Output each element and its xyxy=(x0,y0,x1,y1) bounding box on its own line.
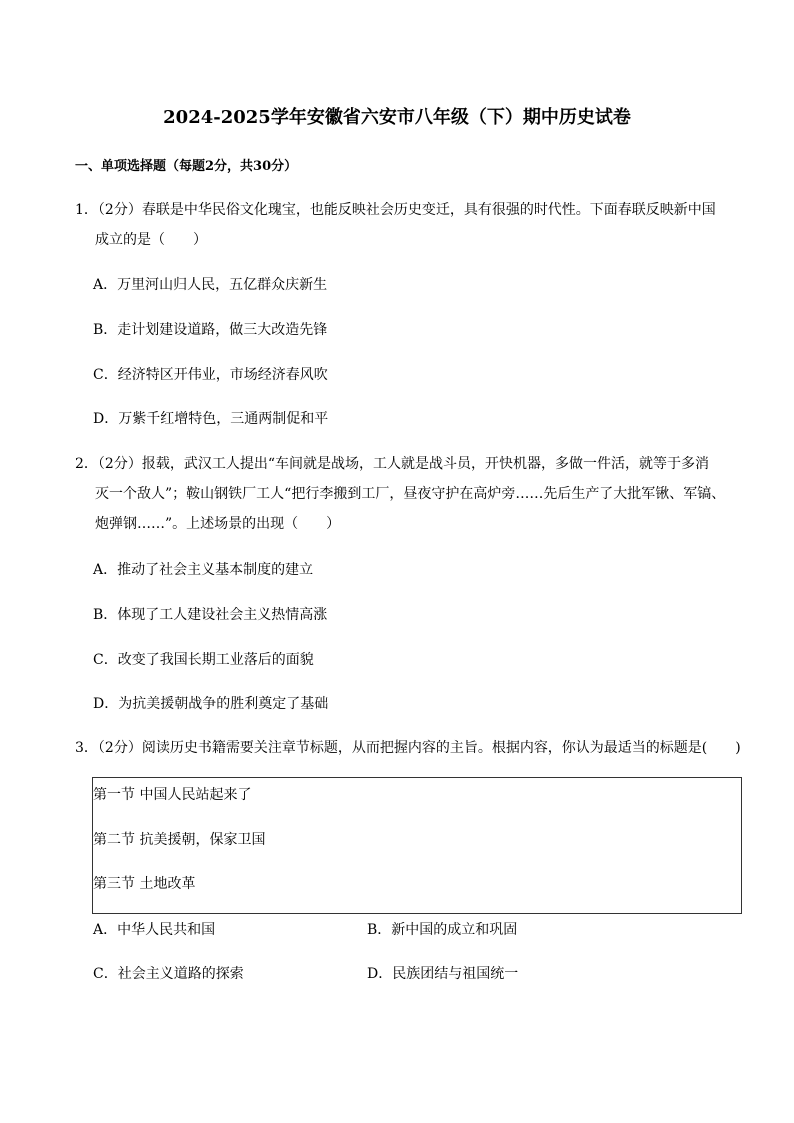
chapter-outline-line-1: 第一节 中国人民站起来了 xyxy=(93,787,252,803)
question-1-stem-line-1: 1．（2分）春联是中华民俗文化瑰宝，也能反映社会历史变迁，具有很强的时代性。下面春联反映新中国 xyxy=(75,202,716,218)
section-heading: 一、单项选择题（每题2分，共30分） xyxy=(75,159,298,174)
question-2-stem-line-3: 炮弹钢……”。上述场景的出现（ ） xyxy=(95,516,341,532)
chapter-outline-box xyxy=(92,777,742,914)
question-1-stem-line-2: 成立的是（ ） xyxy=(95,232,207,248)
question-3-option-b: B．新中国的成立和巩固 xyxy=(367,922,518,938)
question-2-stem-line-2: 灭一个敌人”；鞍山钢铁厂工人“把行李搬到工厂，昼夜守护在高炉旁……先后生产了大批军锹、军镐、 xyxy=(95,486,726,502)
question-3-option-d: D．民族团结与祖国统一 xyxy=(367,966,519,982)
question-2-option-c: C．改变了我国长期工业落后的面貌 xyxy=(93,652,314,668)
question-1-option-c: C．经济特区开伟业，市场经济春风吹 xyxy=(93,367,328,383)
exam-title: 2024-2025学年安徽省六安市八年级（下）期中历史试卷 xyxy=(163,107,631,128)
chapter-outline-line-3: 第三节 土地改革 xyxy=(93,876,196,892)
question-3-option-c: C．社会主义道路的探索 xyxy=(93,966,244,982)
question-1-option-a: A．万里河山归人民，五亿群众庆新生 xyxy=(93,277,328,293)
question-3-option-a: A．中华人民共和国 xyxy=(93,922,216,938)
question-2-stem-line-1: 2．（2分）报载，武汉工人提出“车间就是战场，工人就是战斗员，开快机器，多做一件活，就等于多消 xyxy=(75,456,709,472)
question-2-option-d: D．为抗美援朝战争的胜利奠定了基础 xyxy=(93,696,329,712)
question-1-option-d: D．万紫千红增特色，三通两制促和平 xyxy=(93,411,329,427)
question-2-option-b: B．体现了工人建设社会主义热情高涨 xyxy=(93,607,328,623)
question-3-stem: 3．（2分）阅读历史书籍需要关注章节标题，从而把握内容的主旨。根据内容，你认为最适当的标题是( ) xyxy=(75,740,741,756)
chapter-outline-line-2: 第二节 抗美援朝，保家卫国 xyxy=(93,832,266,848)
question-2-option-a: A．推动了社会主义基本制度的建立 xyxy=(93,562,314,578)
question-1-option-b: B．走计划建设道路，做三大改造先锋 xyxy=(93,322,328,338)
